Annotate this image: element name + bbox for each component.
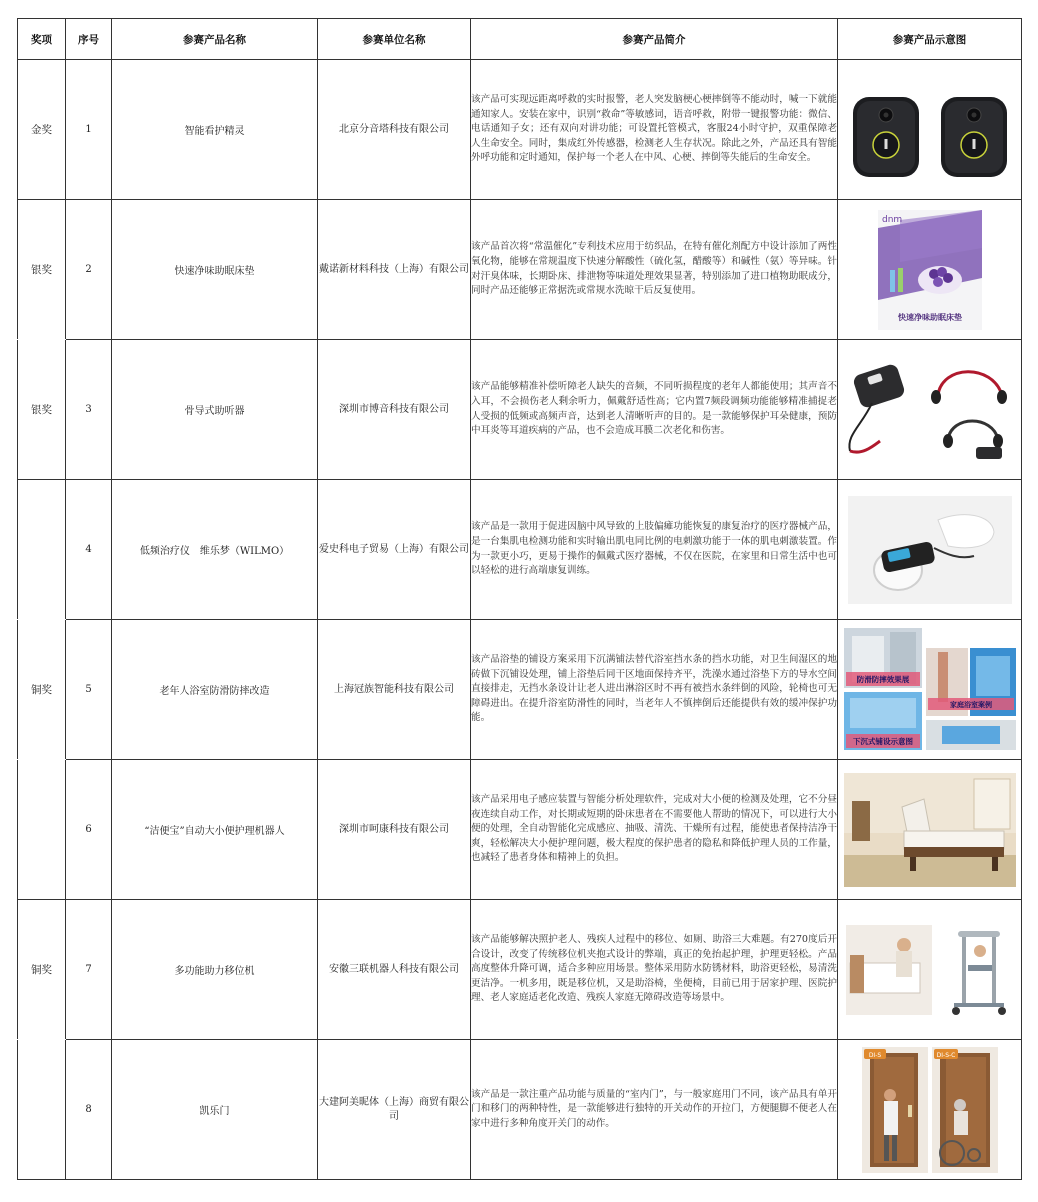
door-tag-left: DI-S — [868, 1051, 881, 1059]
bathroom-label-top: 防滑防摔效果展 — [856, 674, 909, 684]
table-row — [18, 340, 1022, 480]
image-cell — [838, 900, 1022, 1040]
product-name-cell: “洁便宝”自动大小便护理机器人 — [112, 760, 318, 900]
smart-guardian-image — [845, 75, 1015, 185]
intro-cell: 该产品能够解决照护老人、残疾人过程中的移位、如厕、助浴三大难题。有270度后开合设计，改变了传统移位机夹抱式设计的弊端，真正的免抬起护理，护理更轻松。产品高度整体升降可调，适合多种应用场景。整体采用防水防锈材料，助浴更轻松，易清洗更洁净。一机多用，既是移位机，又是助浴椅，坐便椅，目前已用于居家护理、医院护理、老人家庭适老化改造、残疾人家庭无障碍改造等场景中。 — [471, 900, 838, 1040]
unit-name-cell: 深圳市博音科技有限公司 — [318, 340, 471, 480]
product-name-cell: 智能看护精灵 — [112, 60, 318, 200]
image-cell — [838, 60, 1022, 200]
header-intro: 参赛产品简介 — [471, 19, 838, 60]
number-cell: 2 — [66, 200, 112, 340]
number-cell: 1 — [66, 60, 112, 200]
award-cell — [18, 480, 66, 620]
table-row — [18, 480, 1022, 620]
unit-name-cell: 戴诺新材料科技（上海）有限公司 — [318, 200, 471, 340]
bone-conduction-image — [842, 355, 1018, 465]
header-unit-name: 参赛单位名称 — [318, 19, 471, 60]
intro-cell: 该产品是一款注重产品功能与质量的“室内门”，与一般家庭用门不同，该产品具有单开门和移门的两种特性，是一款能够进行独特的开关动作的开拉门，方便腿脚不便老人在家中进行多种角度开关门的动作。 — [471, 1040, 838, 1180]
door-tag-right: DI-S-C — [936, 1051, 955, 1059]
intro-cell: 该产品可实现远距离呼救的实时报警，老人突发脑梗心梗摔倒等不能动时，喊一下就能通知家人。安装在家中，识别“救命”等敏感词，语音呼救，附带一键报警功能：微信、电话通知子女；还有双向对讲功能；可设置托管模式，客服24小时守护，双重保障老人生命安全。同时，集成红外传感器，检测老人生存状况。除此之外，产品还具有智能外呼功能和定时通知，保护每一个老人在中风、心梗、摔倒等失能后的生命安全。 — [471, 60, 838, 200]
number-cell: 7 — [66, 900, 112, 1040]
unit-name-cell: 爱史科电子贸易（上海）有限公司 — [318, 480, 471, 620]
number-cell: 8 — [66, 1040, 112, 1180]
product-name-cell: 多功能助力移位机 — [112, 900, 318, 1040]
table-row — [18, 200, 1022, 340]
product-name-cell: 低频治疗仪 维乐梦（WILMO） — [112, 480, 318, 620]
number-cell: 4 — [66, 480, 112, 620]
interior-door-image — [860, 1045, 1000, 1175]
award-cell: 金奖 — [18, 60, 66, 200]
bathroom-label-bottom: 下沉式铺设示意图 — [852, 736, 913, 746]
unit-name-cell: 北京分音塔科技有限公司 — [318, 60, 471, 200]
intro-cell: 该产品浴垫的铺设方案采用下沉满铺法替代浴室挡水条的挡水功能，对卫生间湿区的地砖做下沉铺设处理，铺上浴垫后同干区地面保持齐平，洗澡水通过浴垫下方的导水空间直接排走，无挡水条设计让老人进出淋浴区时不再有被挡水条绊倒的风险，轮椅也可无障碍进出。在提升浴室防滑性的同时，当老年人不慎摔倒后还能提供有效的缓冲保护功能。 — [471, 620, 838, 760]
award-table — [17, 18, 1022, 1180]
image-cell — [838, 760, 1022, 900]
table-row — [18, 1040, 1022, 1180]
award-cell — [18, 1040, 66, 1180]
transfer-lift-image — [842, 915, 1018, 1025]
image-cell — [838, 1040, 1022, 1180]
intro-cell: 该产品采用电子感应装置与智能分析处理软件，完成对大小便的检测及处理，它不分昼夜连续自动工作，对长期或短期的卧床患者在不需要他人帮助的情况下，可以进行大小便的处理，全自动智能化完成感应、抽吸、清洗、干燥所有过程，能使患者保持洁净干爽，轻松解决大小便护理问题，极大程度的保护患者的隐私和降低护理人员的工作量，也减轻了患者身体和精神上的负担。 — [471, 760, 838, 900]
award-cell: 银奖 — [18, 340, 66, 480]
mattress-caption: 快速净味助眠床垫 — [897, 312, 962, 322]
care-bed-image — [842, 771, 1018, 889]
header-number: 序号 — [66, 19, 112, 60]
product-name-cell: 快速净味助眠床垫 — [112, 200, 318, 340]
award-cell: 银奖 — [18, 200, 66, 340]
unit-name-cell: 上海冠族智能科技有限公司 — [318, 620, 471, 760]
bathroom-collage-image — [842, 626, 1018, 754]
header-row — [18, 19, 1022, 60]
intro-cell: 该产品能够精准补偿听障老人缺失的音频，不同听损程度的老年人都能使用；其声音不入耳，不会损伤老人剩余听力，佩戴舒适性高；它内置7频段调频功能能够精准捕捉老人受损的低频或高频声音，达到老人清晰听声的目的。是一款能够保护耳朵健康，预防中耳炎等耳道疾病的产品，也不会造成耳膜二次老化和伤害。 — [471, 340, 838, 480]
image-cell — [838, 480, 1022, 620]
award-cell: 铜奖 — [18, 620, 66, 760]
mattress-brand: dnm — [881, 214, 902, 225]
header-image: 参赛产品示意图 — [838, 19, 1022, 60]
mattress-pad-image — [870, 208, 990, 332]
award-cell: 铜奖 — [18, 900, 66, 1040]
image-cell — [838, 620, 1022, 760]
award-cell — [18, 760, 66, 900]
header-award: 奖项 — [18, 19, 66, 60]
bathroom-label-mid: 家庭浴室案例 — [949, 700, 992, 709]
image-cell — [838, 340, 1022, 480]
number-cell: 3 — [66, 340, 112, 480]
number-cell: 5 — [66, 620, 112, 760]
table-row — [18, 900, 1022, 1040]
product-name-cell: 凯乐门 — [112, 1040, 318, 1180]
wilmo-image — [842, 490, 1018, 610]
table-row — [18, 620, 1022, 760]
intro-cell: 该产品是一款用于促进因脑中风导致的上肢偏瘫功能恢复的康复治疗的医疗器械产品，是一台集肌电检测功能和实时输出肌电同比例的电刺激功能于一体的肌电刺激装置。作为一款更小巧，更易于操作的佩戴式医疗器械，不仅在医院，在家里和日常生活中也可以轻松的进行高端康复训练。 — [471, 480, 838, 620]
unit-name-cell: 安徽三联机器人科技有限公司 — [318, 900, 471, 1040]
unit-name-cell: 深圳市呵康科技有限公司 — [318, 760, 471, 900]
header-product-name: 参赛产品名称 — [112, 19, 318, 60]
unit-name-cell: 大建阿美昵体（上海）商贸有限公司 — [318, 1040, 471, 1180]
intro-cell: 该产品首次将“常温催化”专利技术应用于纺织品，在特有催化剂配方中设计添加了两性氧化物，能够在常规温度下快速分解酸性（硫化氢，醋酸等）和碱性（氨）等异味。针对汗臭体味，长期卧床、排泄物等味道处理效果显著，特别添加了进口植物助眠成分，同时产品还能够正常据洗或常规水洗晾干后反复使用。 — [471, 200, 838, 340]
table-row — [18, 760, 1022, 900]
image-cell — [838, 200, 1022, 340]
number-cell: 6 — [66, 760, 112, 900]
product-name-cell: 骨导式助听器 — [112, 340, 318, 480]
table-row — [18, 60, 1022, 200]
product-name-cell: 老年人浴室防滑防摔改造 — [112, 620, 318, 760]
